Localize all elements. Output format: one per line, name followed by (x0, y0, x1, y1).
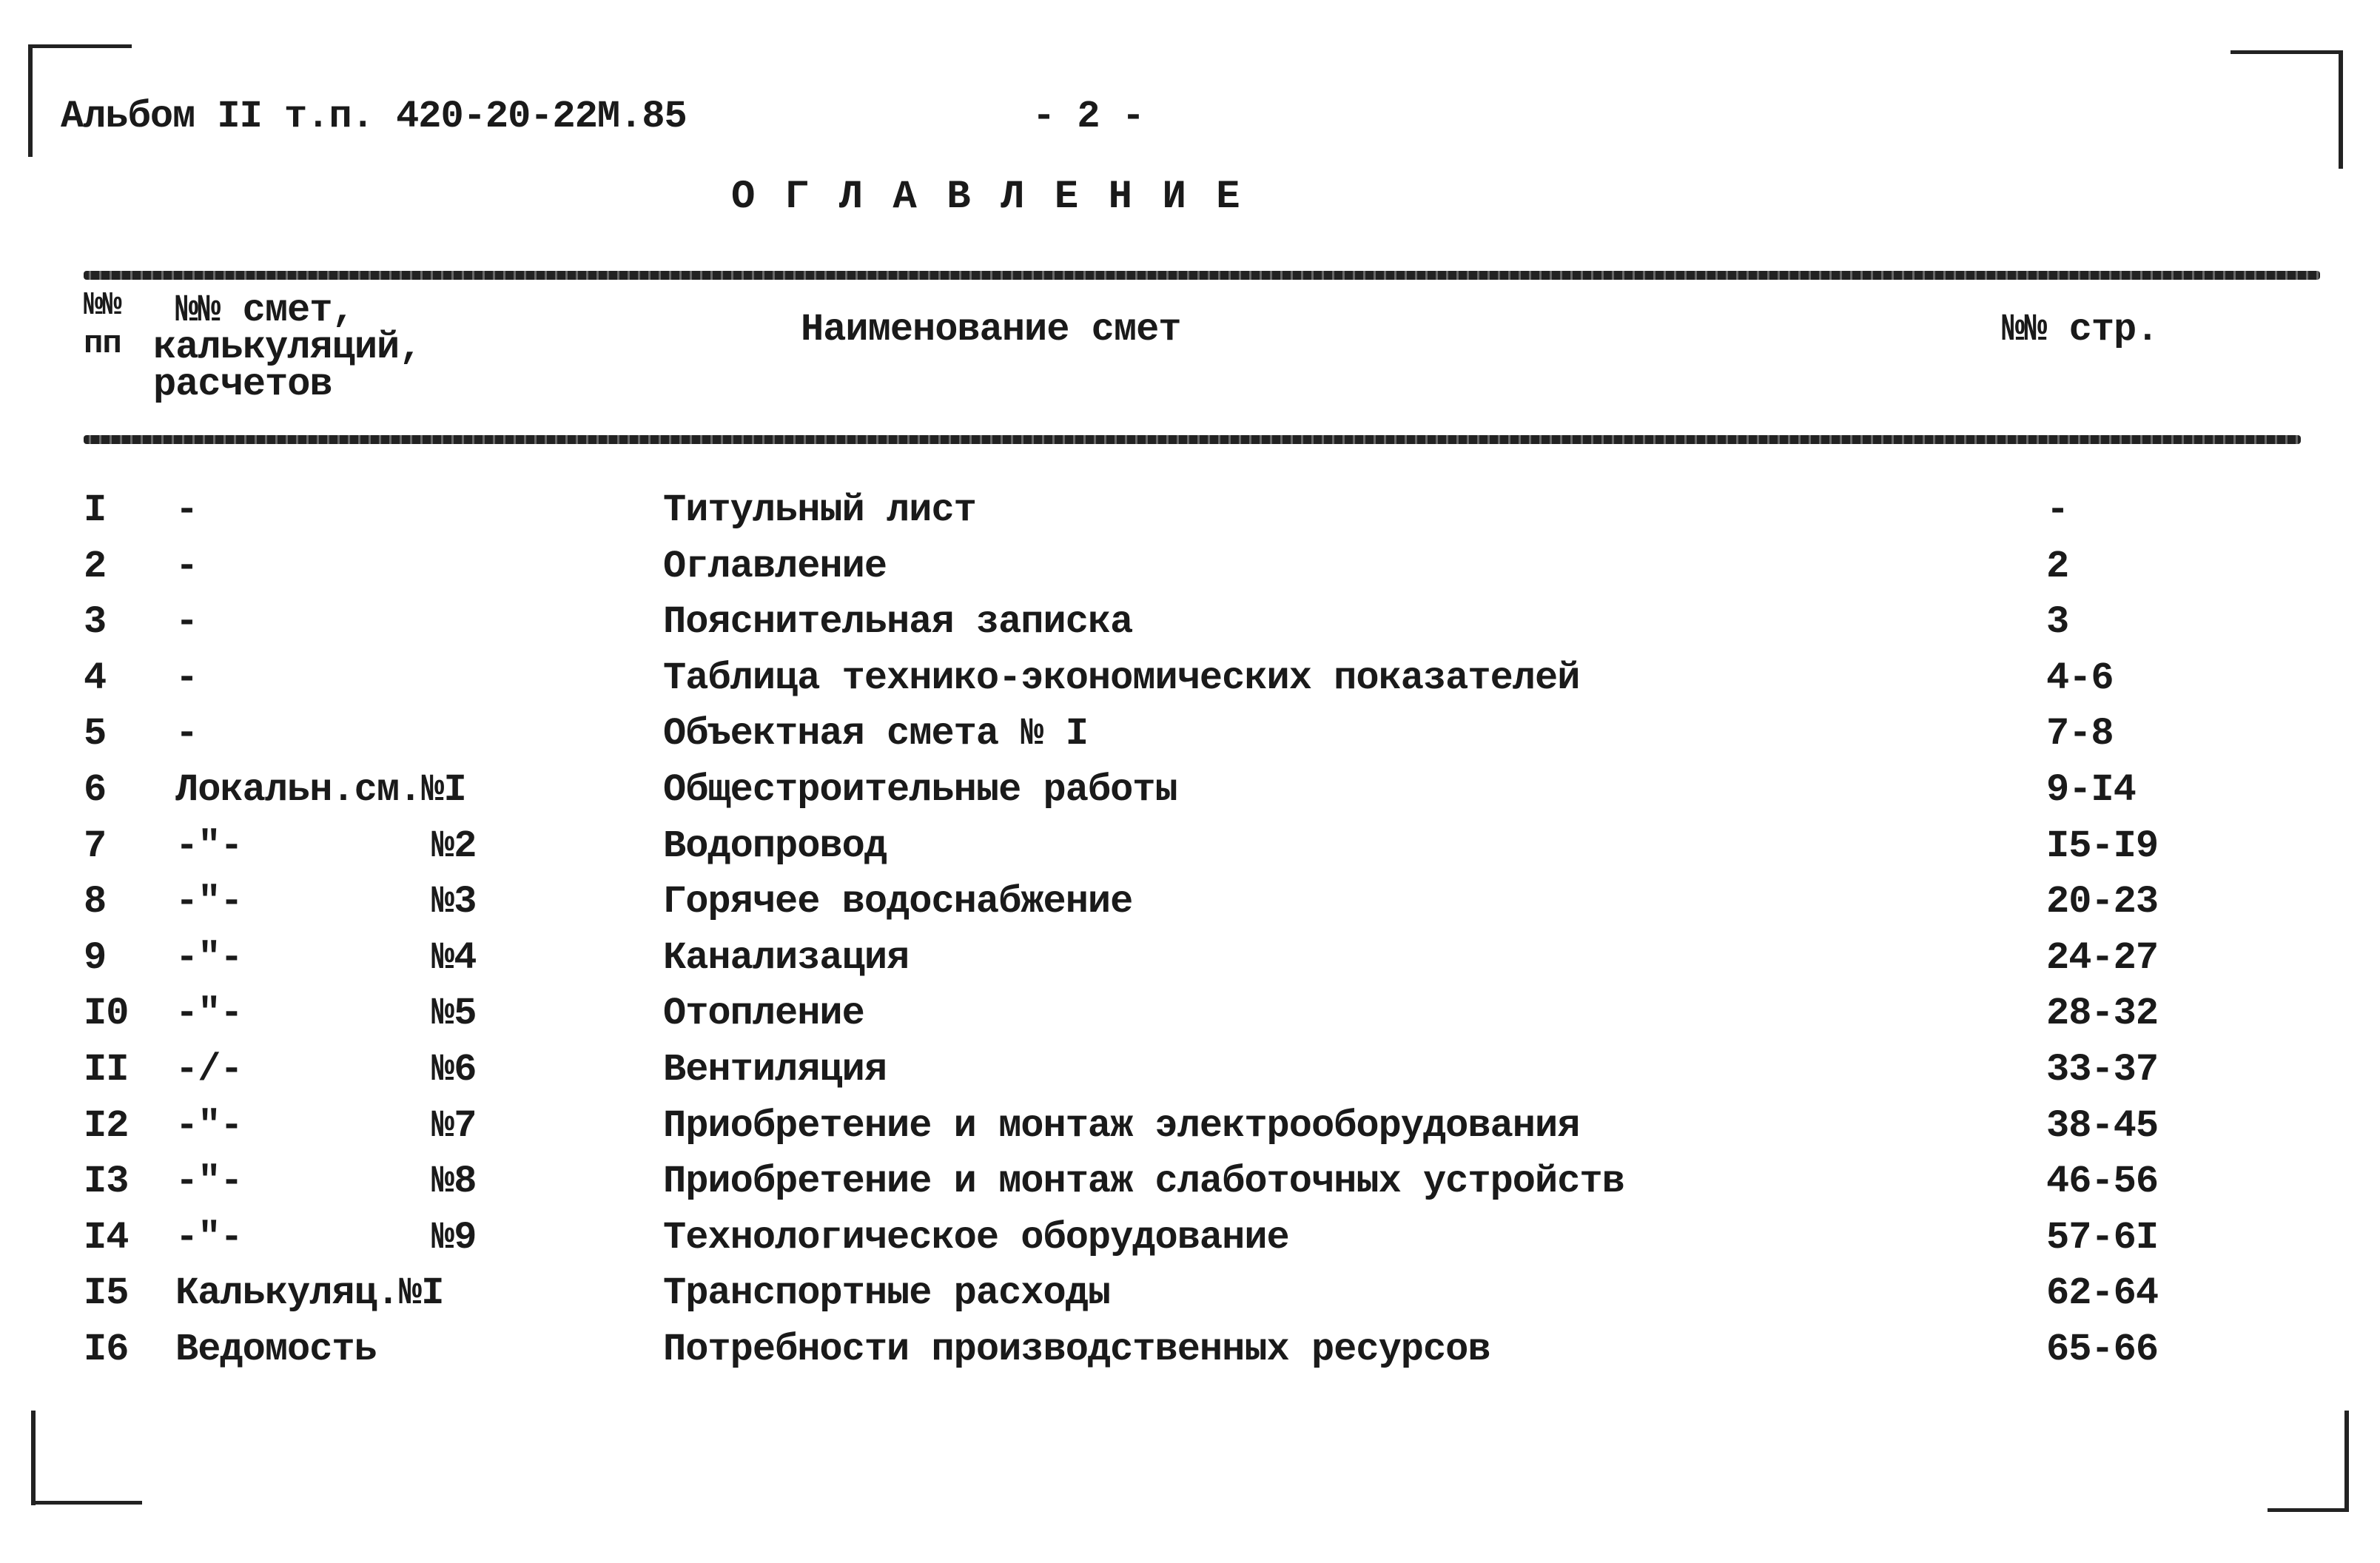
table-row (0, 1328, 2380, 1384)
row-pages: 9-I4 (2046, 768, 2136, 812)
row-estimate-number: №5 (431, 992, 477, 1036)
row-pages: 57-6I (2046, 1215, 2159, 1260)
table-header-rule (84, 435, 2301, 444)
row-reference: Локальн.см.№I (175, 768, 466, 812)
row-pages: 2 (2046, 544, 2069, 588)
row-number: I5 (84, 1271, 129, 1316)
row-pages: 4-6 (2046, 656, 2114, 700)
table-row (0, 600, 2380, 656)
row-reference: - (175, 488, 198, 532)
table-top-rule (84, 271, 2320, 280)
table-row (0, 488, 2380, 545)
album-code: Альбом II т.п. 420-20-22М.85 (61, 95, 687, 138)
row-pages: 28-32 (2046, 992, 2159, 1036)
row-number: I (84, 488, 107, 532)
row-reference: - (175, 712, 198, 756)
row-title: Водопровод (663, 824, 887, 868)
table-row (0, 545, 2380, 601)
row-estimate-number: №2 (431, 824, 477, 868)
row-number: I0 (84, 992, 129, 1036)
row-estimate-number: №9 (431, 1215, 477, 1260)
row-estimate-number: №3 (431, 880, 477, 924)
row-title: Технологическое оборудование (663, 1215, 1289, 1260)
col-header-ref-2: калькуляций, (153, 326, 422, 369)
row-number: II (84, 1048, 129, 1092)
row-estimate-number: №6 (431, 1048, 477, 1092)
table-row (0, 936, 2380, 992)
row-reference: Ведомость (175, 1328, 377, 1371)
row-pages: 62-64 (2046, 1271, 2159, 1316)
table-row (0, 656, 2380, 713)
corner-mark-bottom-right-h (2268, 1508, 2349, 1512)
row-estimate-number: №8 (431, 1160, 477, 1204)
row-pages: 24-27 (2046, 935, 2159, 980)
corner-mark-top-right-h (2231, 50, 2343, 54)
row-reference: - (175, 600, 198, 645)
row-number: 4 (84, 656, 107, 700)
row-reference: -"- (175, 880, 243, 924)
row-title: Отопление (663, 992, 864, 1036)
row-number: I4 (84, 1215, 129, 1260)
corner-mark-top-left-v (28, 46, 33, 157)
row-pages: 33-37 (2046, 1048, 2159, 1092)
row-reference: - (175, 656, 198, 700)
row-title: Приобретение и монтаж слаботочных устройств (663, 1160, 1624, 1204)
table-row (0, 768, 2380, 824)
row-title: Пояснительная записка (663, 600, 1133, 645)
table-row (0, 712, 2380, 768)
table-row (0, 1104, 2380, 1160)
row-pages: 7-8 (2046, 712, 2114, 756)
col-header-page: №№ стр. (2002, 308, 2159, 352)
row-title: Приобретение и монтаж электрооборудования (663, 1103, 1580, 1148)
table-row (0, 1271, 2380, 1328)
row-number: I2 (84, 1103, 129, 1148)
row-reference: - (175, 544, 198, 588)
row-title: Транспортные расходы (663, 1271, 1111, 1316)
row-number: 3 (84, 600, 107, 645)
row-reference: -"- (175, 1103, 243, 1148)
row-title: Общестроительные работы (663, 768, 1177, 812)
row-number: 8 (84, 880, 107, 924)
row-pages: - (2046, 488, 2069, 532)
table-row (0, 992, 2380, 1048)
row-title: Вентиляция (663, 1048, 887, 1092)
row-reference: -"- (175, 1160, 243, 1204)
row-title: Титульный лист (663, 488, 976, 532)
row-reference: -"- (175, 1215, 243, 1260)
row-number: I6 (84, 1328, 129, 1371)
corner-mark-top-left-h (28, 44, 132, 48)
row-reference: -/- (175, 1048, 243, 1092)
row-pages: I5-I9 (2046, 824, 2159, 868)
table-row (0, 1216, 2380, 1272)
document-title: О Г Л А В Л Е Н И Е (731, 175, 1243, 220)
row-reference: -"- (175, 824, 243, 868)
row-pages: 38-45 (2046, 1103, 2159, 1148)
table-row (0, 824, 2380, 881)
row-title: Потребности производственных ресурсов (663, 1328, 1490, 1371)
col-header-ref-1: №№ смет, (175, 289, 354, 332)
row-pages: 46-56 (2046, 1160, 2159, 1204)
row-reference: -"- (175, 992, 243, 1036)
corner-mark-bottom-right-v (2344, 1411, 2349, 1511)
row-title: Таблица технико-экономических показателей (663, 656, 1580, 700)
row-estimate-number: №4 (431, 935, 477, 980)
row-pages: 20-23 (2046, 880, 2159, 924)
table-row (0, 880, 2380, 936)
row-number: 5 (84, 712, 107, 756)
row-estimate-number: №7 (431, 1103, 477, 1148)
row-number: I3 (84, 1160, 129, 1204)
corner-mark-bottom-left-h (31, 1501, 142, 1505)
row-number: 2 (84, 544, 107, 588)
row-number: 7 (84, 824, 107, 868)
col-header-ref-3: расчетов (153, 363, 332, 406)
row-title: Оглавление (663, 544, 887, 588)
table-row (0, 1048, 2380, 1104)
row-reference: -"- (175, 935, 243, 980)
row-number: 6 (84, 768, 107, 812)
row-reference: Калькуляц.№I (175, 1271, 444, 1316)
row-pages: 65-66 (2046, 1328, 2159, 1371)
col-header-num-1: №№ (84, 287, 121, 324)
table-row (0, 1160, 2380, 1216)
col-header-name: Наименование смет (801, 308, 1181, 352)
row-title: Канализация (663, 935, 910, 980)
col-header-num-2: пп (84, 326, 121, 363)
page-number: - 2 - (1032, 95, 1145, 138)
row-number: 9 (84, 935, 107, 980)
row-title: Горячее водоснабжение (663, 880, 1133, 924)
corner-mark-top-right-v (2339, 50, 2343, 169)
row-pages: 3 (2046, 600, 2069, 645)
row-title: Объектная смета № I (663, 712, 1088, 756)
corner-mark-bottom-left-v (31, 1411, 36, 1505)
